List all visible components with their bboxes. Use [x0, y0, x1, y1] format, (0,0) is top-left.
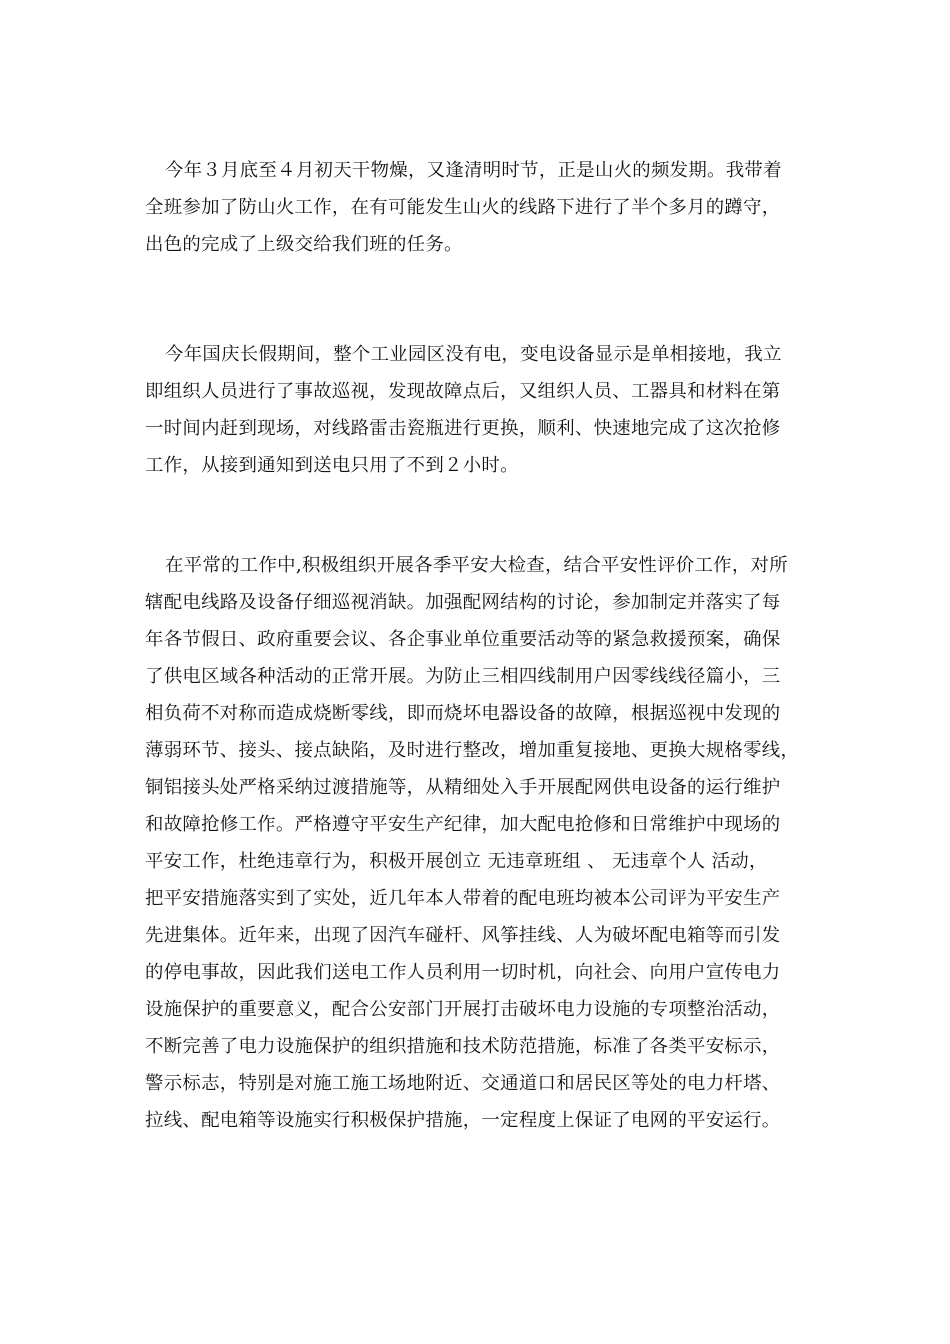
text-line: 一时间内赶到现场，对线路雷击瓷瓶进行更换，顺利、快速地完成了这次抢修: [145, 418, 781, 439]
text-line: 拉线、配电箱等设施实行积极保护措施，一定程度上保证了电网的平安运行。: [145, 1110, 781, 1131]
text-line: 工作，从接到通知到送电只用了不到２小时。: [145, 455, 519, 476]
text-line: 年各节假日、政府重要会议、各企事业单位重要活动等的紧急救援预案，确保: [145, 629, 781, 650]
text-line: 的停电事故，因此我们送电工作人员利用一切时机，向社会、向用户宣传电力: [145, 962, 781, 983]
text-line: 和故障抢修工作。严格遵守平安生产纪律，加大配电抢修和日常维护中现场的: [145, 814, 781, 835]
text-line: 辖配电线路及设备仔细巡视消缺。加强配网结构的讨论，参加制定并落实了每: [145, 592, 781, 613]
text-line: 在平常的工作中,积极组织开展各季平安大检查，结合平安性评价工作，对所: [165, 555, 788, 576]
paragraph-national-day-repair: [145, 336, 805, 484]
text-line: 了供电区域各种活动的正常开展。为防止三相四线制用户因零线线径篇小，三: [145, 666, 781, 687]
text-line: 出色的完成了上级交给我们班的任务。: [145, 234, 463, 255]
text-line: 不断完善了电力设施保护的组织措施和技术防范措施，标准了各类平安标示，: [145, 1036, 781, 1057]
text-line: 今年国庆长假期间，整个工业园区没有电，变电设备显示是单相接地，我立: [165, 344, 782, 365]
text-line: 设施保护的重要意义，配合公安部门开展打击破坏电力设施的专项整治活动，: [145, 999, 781, 1020]
text-line: 警示标志，特别是对施工施工场地附近、交通道口和居民区等处的电力杆塔、: [145, 1073, 781, 1094]
text-line: 铜铝接头处严格采纳过渡措施等，从精细处入手开展配网供电设备的运行维护: [145, 777, 781, 798]
text-line: 全班参加了防山火工作，在有可能发生山火的线路下进行了半个多月的蹲守，: [145, 197, 781, 218]
paragraph-safety-work: [145, 547, 805, 1139]
text-line: 今年３月底至４月初天干物燥，又逢清明时节，正是山火的频发期。我带着: [165, 160, 782, 181]
paragraph-mountain-fire-prevention: [145, 152, 805, 263]
text-line: 薄弱环节、接头、接点缺陷，及时进行整改，增加重复接地、更换大规格零线，: [145, 740, 800, 761]
text-line: 把平安措施落实到了实处，近几年本人带着的配电班均被本公司评为平安生产: [145, 888, 781, 909]
text-line: 即组织人员进行了事故巡视，发现故障点后，又组织人员、工器具和材料在第: [145, 381, 781, 402]
text-line: 平安工作，杜绝违章行为，积极开展创立 无违章班组 、 无违章个人 活动，: [145, 851, 768, 872]
text-line: 相负荷不对称而造成烧断零线，即而烧坏电器设备的故障，根据巡视中发现的: [145, 703, 781, 724]
text-line: 先进集体。近年来，出现了因汽车碰杆、风筝挂线、人为破坏配电箱等而引发: [145, 925, 781, 946]
